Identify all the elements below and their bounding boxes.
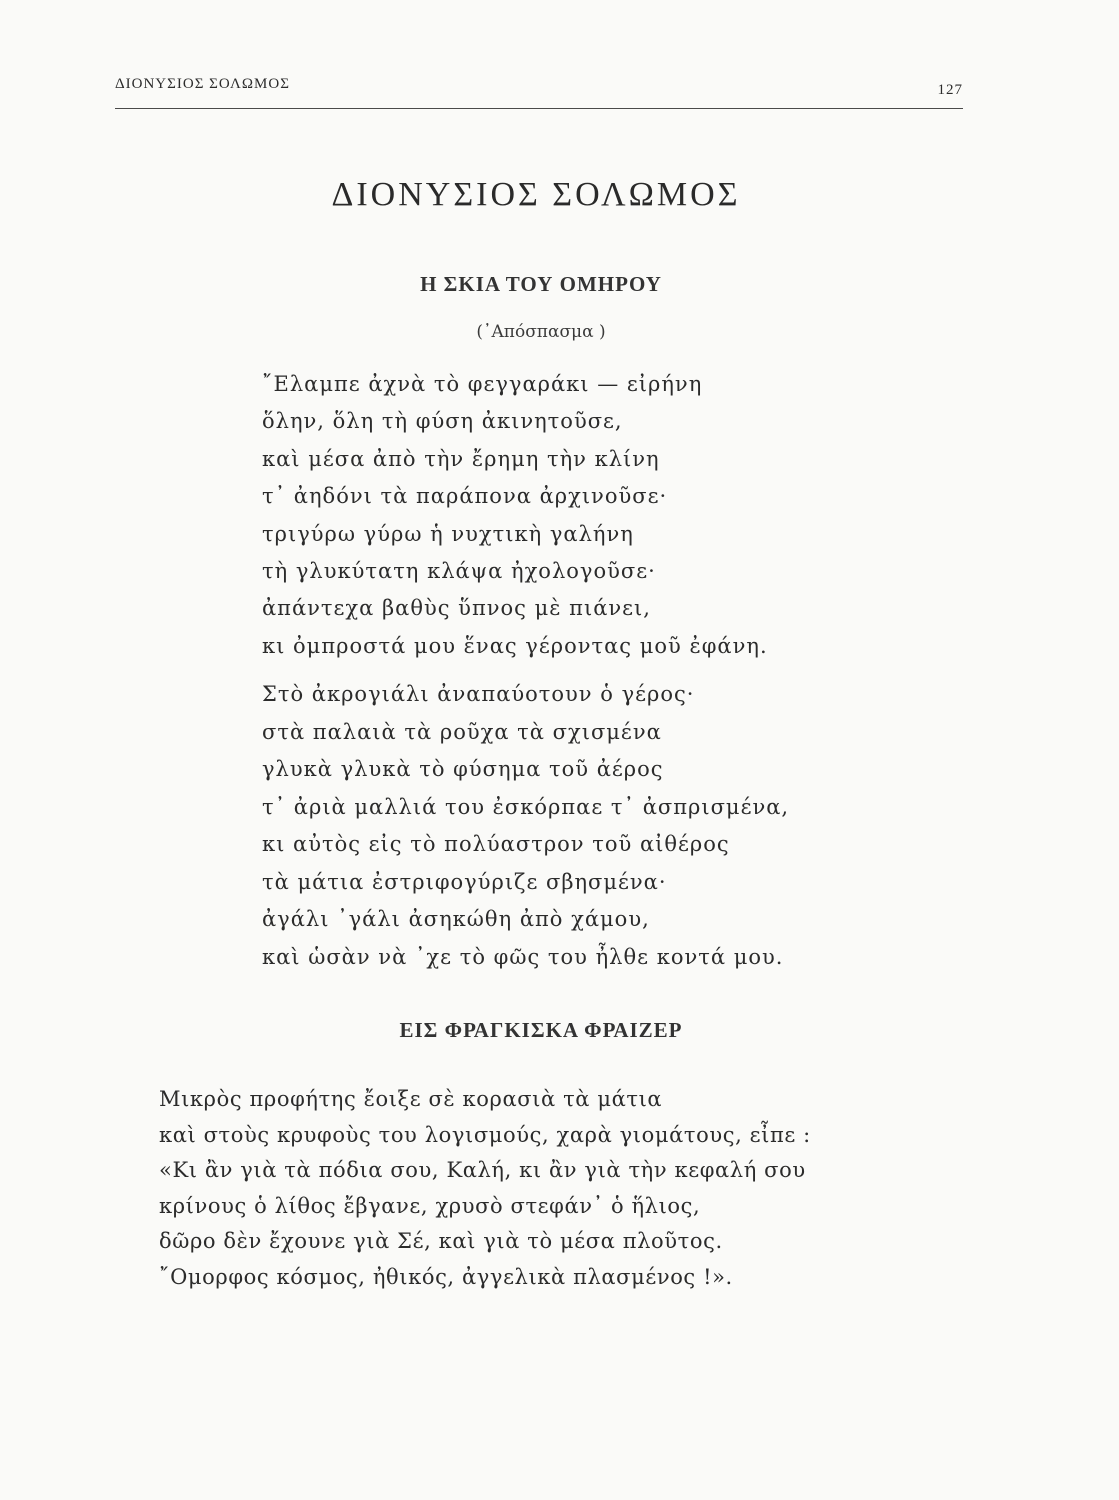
poem-title: Η ΣΚΙΑ ΤΟΥ ΟΜΗΡΟΥ bbox=[420, 272, 662, 296]
poem-subtitle: (᾿Απόσπασμα ) bbox=[476, 322, 606, 342]
verse-line: ῎Ομορφος κόσμος, ἠθικός, ἀγγελικὰ πλασμένος !». bbox=[159, 1264, 733, 1289]
verse-line: «Κι ἂν γιὰ τὰ πόδια σου, Καλή, κι ἂν γιὰ τὴν κεφαλή σου bbox=[159, 1158, 806, 1183]
verse-line: τ᾿ ἀριὰ μαλλιά του ἐσκόρπαε τ᾿ ἀσπρισμένα, bbox=[262, 794, 790, 819]
verse-line: κι αὐτὸς εἰς τὸ πολύαστρον τοῦ αἰθέρος bbox=[262, 832, 730, 856]
stanza bbox=[262, 676, 789, 976]
verse-line: ῎Ελαμπε ἀχνὰ τὸ φεγγαράκι — εἰρήνη bbox=[262, 372, 703, 396]
verse-line: ἀγάλι ᾿γάλι ἀσηκώθη ἀπὸ χάμου, bbox=[262, 907, 650, 931]
verse-line: Μικρὸς προφήτης ἔοιξε σὲ κορασιὰ τὰ μάτια bbox=[159, 1087, 663, 1111]
verse-line: τὴ γλυκύτατη κλάψα ἠχολογοῦσε· bbox=[262, 558, 656, 583]
verse-line: δῶρο δὲν ἔχουνε γιὰ Σέ, καὶ γιὰ τὸ μέσα πλοῦτος. bbox=[159, 1229, 723, 1254]
running-title: ΔΙΟΝΥΣΙΟΣ ΣΟΛΩΜΟΣ bbox=[115, 76, 290, 92]
running-header bbox=[115, 76, 963, 100]
verse-line: κρίνους ὁ λίθος ἔβγανε, χρυσὸ στεφάν᾿ ὁ ἥλιος, bbox=[159, 1193, 701, 1218]
verse-line: γλυκὰ γλυκὰ τὸ φύσημα τοῦ ἀέρος bbox=[262, 757, 664, 781]
verse-line: τ᾿ ἀηδόνι τὰ παράπονα ἀρχινοῦσε· bbox=[262, 484, 668, 509]
poem-body bbox=[159, 1082, 811, 1296]
verse-line: τὰ μάτια ἐστριφογύριζε σβησμένα· bbox=[262, 869, 667, 894]
author-heading: ΔΙΟΝΥΣΙΟΣ ΣΟΛΩΜΟΣ bbox=[331, 176, 741, 213]
stanza bbox=[262, 366, 768, 665]
poem-title: ΕΙΣ ΦΡΑΓΚΙΣΚΑ ΦΡΑΙΖΕΡ bbox=[399, 1018, 683, 1042]
header-rule bbox=[115, 108, 963, 109]
verse-line: τριγύρω γύρω ἡ νυχτικὴ γαλήνη bbox=[262, 521, 634, 546]
page-number: 127 bbox=[937, 82, 963, 98]
verse-line: καὶ μέσα ἀπὸ τὴν ἔρημη τὴν κλίνη bbox=[262, 446, 660, 471]
verse-line: ἀπάντεχα βαθὺς ὕπνος μὲ πιάνει, bbox=[262, 596, 651, 621]
verse-line: κι ὀμπροστά μου ἕνας γέροντας μοῦ ἐφάνη. bbox=[262, 633, 768, 658]
verse-line: καὶ στοὺς κρυφοὺς του λογισμούς, χαρὰ γιομάτους, εἶπε : bbox=[159, 1122, 811, 1147]
verse-line: στὰ παλαιὰ τὰ ροῦχα τὰ σχισμένα bbox=[262, 719, 662, 744]
verse-line: καὶ ὡσὰν νὰ ᾿χε τὸ φῶς του ἦλθε κοντά μου. bbox=[262, 944, 784, 969]
verse-line: Στὸ ἀκρογιάλι ἀναπαύοτουν ὁ γέρος· bbox=[262, 682, 695, 706]
verse-line: ὅλην, ὅλη τὴ φύση ἀκινητοῦσε, bbox=[262, 409, 623, 434]
